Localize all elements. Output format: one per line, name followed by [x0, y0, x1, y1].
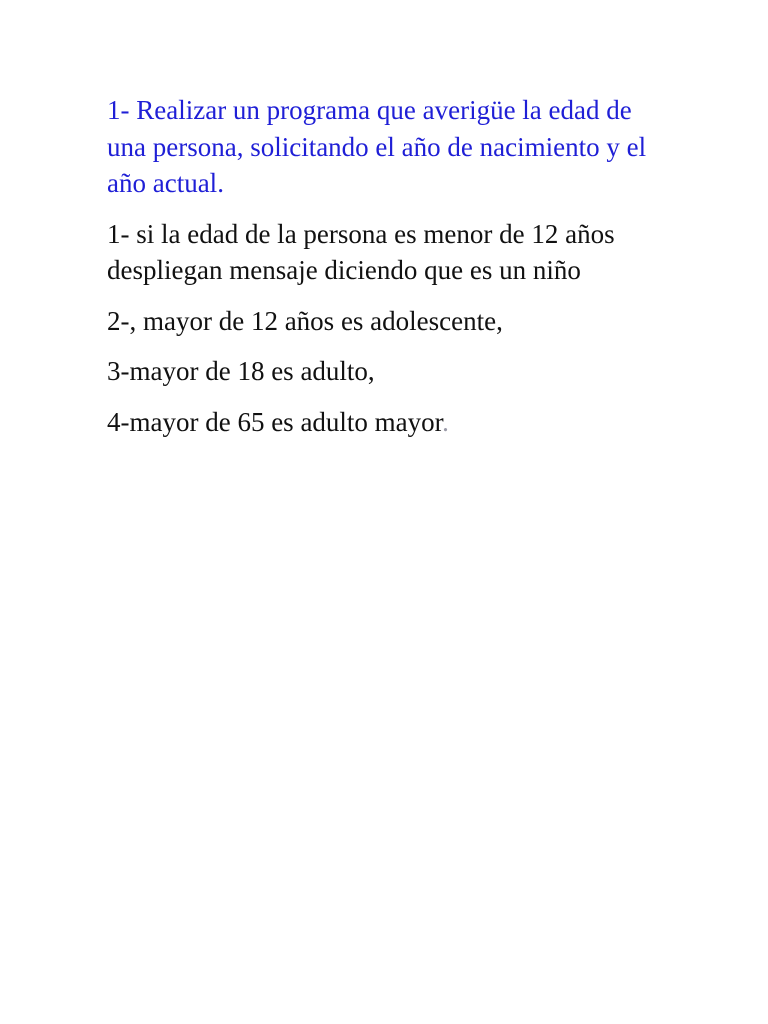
intro-paragraph: 1- Realizar un programa que averigüe la edad de una persona, solicitando el año de nacimiento y el año actual.: [107, 95, 647, 198]
trailing-period: .: [442, 406, 449, 437]
list-item-2: 2-, mayor de 12 años es adolescente,: [107, 305, 503, 336]
list-item-4-text: 4-mayor de 65 es adulto mayor: [107, 406, 443, 437]
list-item-1: 1- si la edad de la persona es menor de 12 años despliegan mensaje diciendo que es un niño: [107, 218, 615, 285]
list-item-4: [107, 404, 667, 441]
document-content: [107, 92, 667, 454]
list-item-3: 3-mayor de 18 es adulto,: [107, 356, 375, 386]
